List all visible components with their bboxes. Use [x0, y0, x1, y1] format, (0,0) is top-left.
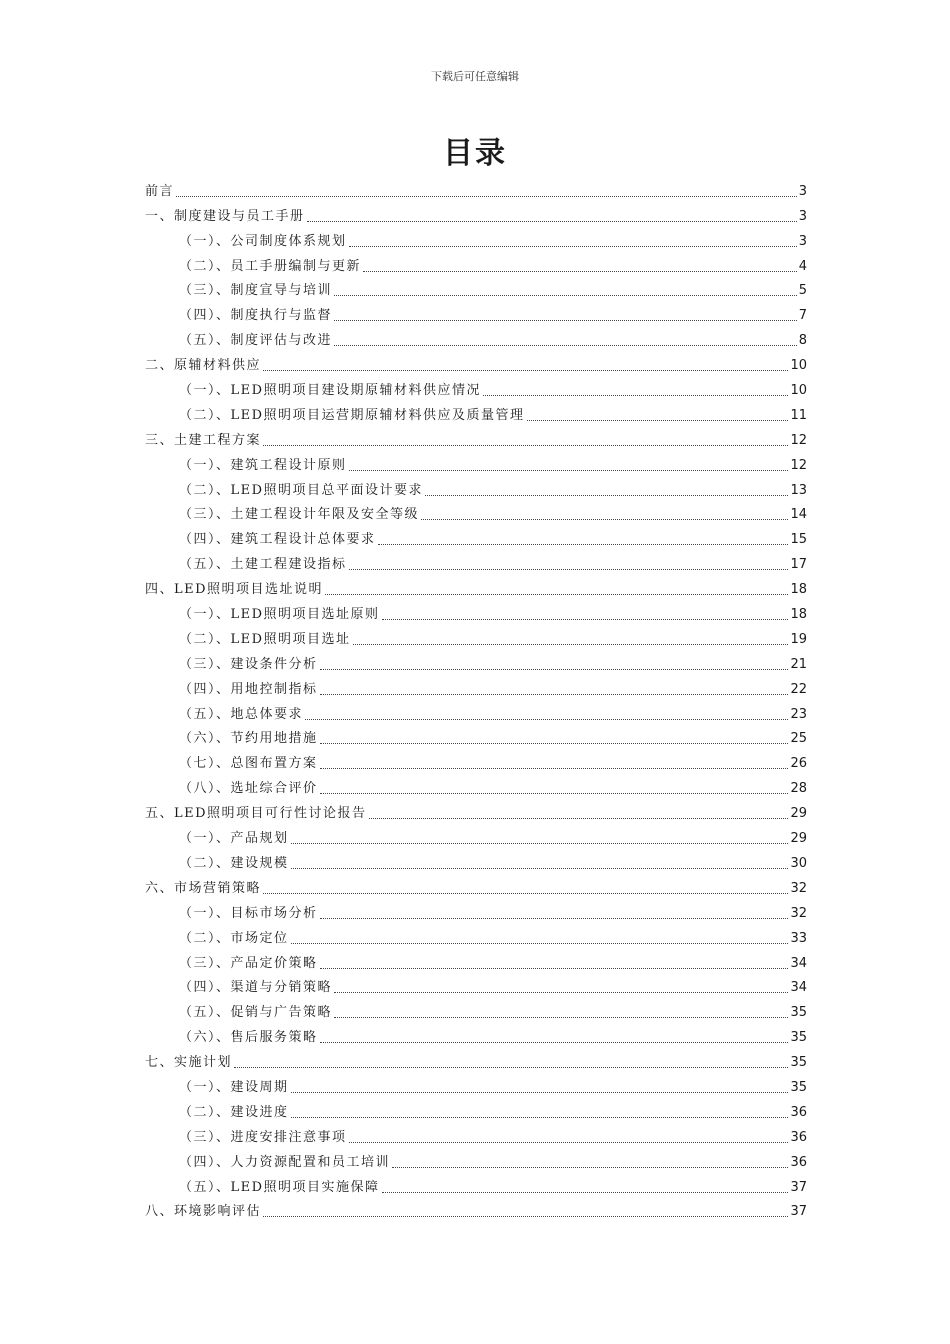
toc-entry-label: （二）、员工手册编制与更新	[179, 258, 362, 274]
toc-dot-leader	[527, 419, 789, 421]
toc-entry-page-number: 11	[790, 407, 807, 423]
toc-entry-label: 五、LED照明项目可行性讨论报告	[145, 806, 367, 822]
toc-dot-leader	[291, 867, 789, 869]
toc-dot-leader	[320, 693, 789, 695]
toc-dot-leader	[334, 344, 797, 346]
toc-entry-page-number: 35	[790, 1030, 807, 1046]
toc-entry-page-number: 13	[790, 482, 807, 498]
toc-entry-label: （一）、公司制度体系规划	[179, 233, 347, 249]
toc-entry-page-number: 10	[790, 358, 807, 374]
toc-entry-page-number: 3	[798, 208, 807, 224]
toc-entry[interactable]	[145, 1071, 807, 1096]
toc-entry-label: （一）、目标市场分析	[179, 905, 318, 921]
toc-entry-page-number: 3	[798, 233, 807, 249]
toc-entry-label: （三）、进度安排注意事项	[179, 1129, 347, 1145]
toc-entry-page-number: 4	[798, 258, 807, 274]
toc-dot-leader	[320, 917, 789, 919]
toc-entry-page-number: 17	[790, 557, 807, 573]
toc-dot-leader	[291, 1091, 789, 1093]
toc-entry[interactable]	[145, 449, 807, 474]
toc-dot-leader	[291, 942, 789, 944]
toc-dot-leader	[382, 618, 789, 620]
toc-entry-label: （三）、建设条件分析	[179, 656, 318, 672]
toc-entry[interactable]	[145, 723, 807, 748]
toc-dot-leader	[382, 1191, 789, 1193]
toc-entry-page-number: 30	[790, 855, 807, 871]
header-note: 下载后可任意编辑	[431, 70, 519, 83]
toc-dot-leader	[349, 1141, 789, 1143]
toc-entry-label: （一）、产品规划	[179, 831, 289, 847]
toc-entry-page-number: 21	[790, 656, 807, 672]
toc-entry-label: （二）、建设规模	[179, 855, 289, 871]
toc-dot-leader	[234, 1066, 788, 1068]
toc-dot-leader	[421, 518, 788, 520]
toc-entry-label: （二）、市场定位	[179, 930, 289, 946]
toc-dot-leader	[320, 967, 789, 969]
toc-dot-leader	[305, 718, 788, 720]
toc-entry[interactable]	[145, 1021, 807, 1046]
toc-entry-label: （一）、建设周期	[179, 1079, 289, 1095]
toc-dot-leader	[263, 444, 788, 446]
toc-entry-page-number: 29	[790, 806, 807, 822]
toc-dot-leader	[291, 842, 789, 844]
toc-entry-label: （四）、制度执行与监督	[179, 308, 333, 324]
toc-dot-leader	[320, 742, 789, 744]
toc-entry-label: （一）、LED照明项目选址原则	[179, 607, 380, 623]
toc-entry-label: （四）、渠道与分销策略	[179, 980, 333, 996]
toc-entry-label: （八）、选址综合评价	[179, 781, 318, 797]
toc-entry-label: （二）、LED照明项目运营期原辅材料供应及质量管理	[179, 407, 525, 423]
toc-entry-page-number: 36	[790, 1104, 807, 1120]
toc-entry-label: （一）、建筑工程设计原则	[179, 457, 347, 473]
toc-entry-page-number: 18	[790, 582, 807, 598]
toc-entry-label: （五）、地总体要求	[179, 706, 304, 722]
toc-entry[interactable]	[145, 1046, 807, 1071]
toc-dot-leader	[320, 668, 789, 670]
toc-dot-leader	[483, 394, 788, 396]
toc-entry-label: 二、原辅材料供应	[145, 358, 262, 374]
toc-dot-leader	[291, 1116, 789, 1118]
toc-entry-label: （六）、售后服务策略	[179, 1030, 318, 1046]
toc-dot-leader	[176, 195, 797, 197]
toc-entry[interactable]	[145, 349, 807, 374]
toc-dot-leader	[363, 270, 797, 272]
toc-entry[interactable]	[145, 1121, 807, 1146]
toc-entry[interactable]	[145, 324, 807, 349]
toc-entry-page-number: 26	[790, 756, 807, 772]
toc-entry[interactable]	[145, 275, 807, 300]
toc-entry[interactable]	[145, 972, 807, 997]
toc-entry[interactable]	[145, 250, 807, 275]
toc-entry-page-number: 22	[790, 681, 807, 697]
toc-entry[interactable]	[145, 648, 807, 673]
toc-entry-label: （七）、总图布置方案	[179, 756, 318, 772]
toc-entry-label: （二）、建设进度	[179, 1104, 289, 1120]
toc-entry-label: 七、实施计划	[145, 1055, 233, 1071]
toc-entry[interactable]	[145, 847, 807, 872]
toc-entry[interactable]	[145, 922, 807, 947]
toc-entry[interactable]	[145, 424, 807, 449]
toc-entry-label: 一、制度建设与员工手册	[145, 208, 305, 224]
toc-entry-label: （五）、土建工程建设指标	[179, 557, 347, 573]
toc-dot-leader	[425, 494, 788, 496]
toc-dot-leader	[325, 593, 788, 595]
toc-entry-label: 前言	[145, 183, 175, 199]
toc-entry-label: 六、市场营销策略	[145, 880, 262, 896]
toc-entry-page-number: 7	[798, 308, 807, 324]
toc-entry[interactable]	[145, 947, 807, 972]
toc-dot-leader	[320, 792, 789, 794]
toc-entry-label: （二）、LED照明项目选址	[179, 631, 351, 647]
toc-dot-leader	[378, 543, 789, 545]
toc-entry[interactable]	[145, 996, 807, 1021]
toc-dot-leader	[334, 991, 788, 993]
toc-entry[interactable]	[145, 399, 807, 424]
toc-dot-leader	[334, 294, 797, 296]
toc-entry-label: （四）、人力资源配置和员工培训	[179, 1154, 391, 1170]
toc-entry[interactable]	[145, 747, 807, 772]
toc-entry-label: （二）、LED照明项目总平面设计要求	[179, 482, 424, 498]
toc-entry-page-number: 28	[790, 781, 807, 797]
toc-entry-page-number: 19	[790, 631, 807, 647]
page-title: 目录	[443, 136, 507, 171]
toc-entry-page-number: 32	[790, 880, 807, 896]
table-of-contents	[145, 175, 807, 1220]
toc-entry[interactable]	[145, 698, 807, 723]
toc-entry-page-number: 10	[790, 383, 807, 399]
toc-entry[interactable]	[145, 1196, 807, 1221]
toc-entry-label: 三、土建工程方案	[145, 432, 262, 448]
toc-entry-page-number: 34	[790, 955, 807, 971]
toc-entry[interactable]	[145, 175, 807, 200]
toc-entry-page-number: 8	[798, 333, 807, 349]
toc-entry-page-number: 32	[790, 905, 807, 921]
toc-entry[interactable]	[145, 573, 807, 598]
toc-dot-leader	[349, 568, 789, 570]
toc-dot-leader	[320, 767, 789, 769]
toc-entry-page-number: 33	[790, 930, 807, 946]
toc-entry-label: （五）、制度评估与改进	[179, 333, 333, 349]
toc-dot-leader	[307, 220, 797, 222]
toc-entry-label: （三）、产品定价策略	[179, 955, 318, 971]
toc-entry[interactable]	[145, 548, 807, 573]
toc-entry-page-number: 37	[790, 1204, 807, 1220]
toc-entry[interactable]	[145, 225, 807, 250]
toc-entry[interactable]	[145, 598, 807, 623]
toc-entry-page-number: 12	[790, 432, 807, 448]
toc-entry-label: （五）、LED照明项目实施保障	[179, 1179, 380, 1195]
toc-dot-leader	[334, 1016, 788, 1018]
toc-entry-page-number: 35	[790, 1055, 807, 1071]
toc-entry-page-number: 35	[790, 1079, 807, 1095]
toc-entry[interactable]	[145, 523, 807, 548]
toc-dot-leader	[349, 245, 797, 247]
toc-entry[interactable]	[145, 200, 807, 225]
toc-entry-page-number: 12	[790, 457, 807, 473]
toc-dot-leader	[334, 319, 797, 321]
toc-entry-label: （四）、建筑工程设计总体要求	[179, 532, 376, 548]
toc-entry-label: （一）、LED照明项目建设期原辅材料供应情况	[179, 383, 482, 399]
toc-entry[interactable]	[145, 897, 807, 922]
toc-entry-label: （六）、节约用地措施	[179, 731, 318, 747]
toc-entry-page-number: 36	[790, 1129, 807, 1145]
toc-entry-label: （三）、土建工程设计年限及安全等级	[179, 507, 420, 523]
toc-entry-page-number: 5	[798, 283, 807, 299]
toc-dot-leader	[263, 1215, 788, 1217]
toc-entry[interactable]	[145, 374, 807, 399]
toc-entry[interactable]	[145, 299, 807, 324]
toc-entry-page-number: 14	[790, 507, 807, 523]
toc-entry[interactable]	[145, 623, 807, 648]
toc-entry-page-number: 23	[790, 706, 807, 722]
toc-entry-page-number: 34	[790, 980, 807, 996]
toc-entry[interactable]	[145, 772, 807, 797]
toc-entry-label: （三）、制度宣导与培训	[179, 283, 333, 299]
toc-dot-leader	[320, 1041, 789, 1043]
toc-entry-page-number: 18	[790, 607, 807, 623]
toc-dot-leader	[263, 892, 788, 894]
toc-dot-leader	[369, 817, 789, 819]
toc-entry[interactable]	[145, 474, 807, 499]
toc-entry-page-number: 37	[790, 1179, 807, 1195]
toc-dot-leader	[263, 369, 788, 371]
toc-entry[interactable]	[145, 499, 807, 524]
toc-entry-label: 八、环境影响评估	[145, 1204, 262, 1220]
toc-entry[interactable]	[145, 1146, 807, 1171]
toc-entry-page-number: 29	[790, 831, 807, 847]
toc-entry[interactable]	[145, 822, 807, 847]
toc-entry-page-number: 36	[790, 1154, 807, 1170]
toc-entry-label: （四）、用地控制指标	[179, 681, 318, 697]
toc-entry[interactable]	[145, 673, 807, 698]
toc-dot-leader	[353, 643, 789, 645]
toc-entry-page-number: 3	[798, 183, 807, 199]
toc-entry[interactable]	[145, 1171, 807, 1196]
toc-entry-page-number: 25	[790, 731, 807, 747]
toc-entry-label: （五）、促销与广告策略	[179, 1005, 333, 1021]
toc-entry[interactable]	[145, 797, 807, 822]
toc-entry[interactable]	[145, 872, 807, 897]
toc-entry-page-number: 15	[790, 532, 807, 548]
toc-dot-leader	[349, 469, 789, 471]
toc-entry[interactable]	[145, 1096, 807, 1121]
toc-entry-page-number: 35	[790, 1005, 807, 1021]
toc-dot-leader	[392, 1166, 788, 1168]
toc-entry-label: 四、LED照明项目选址说明	[145, 582, 324, 598]
